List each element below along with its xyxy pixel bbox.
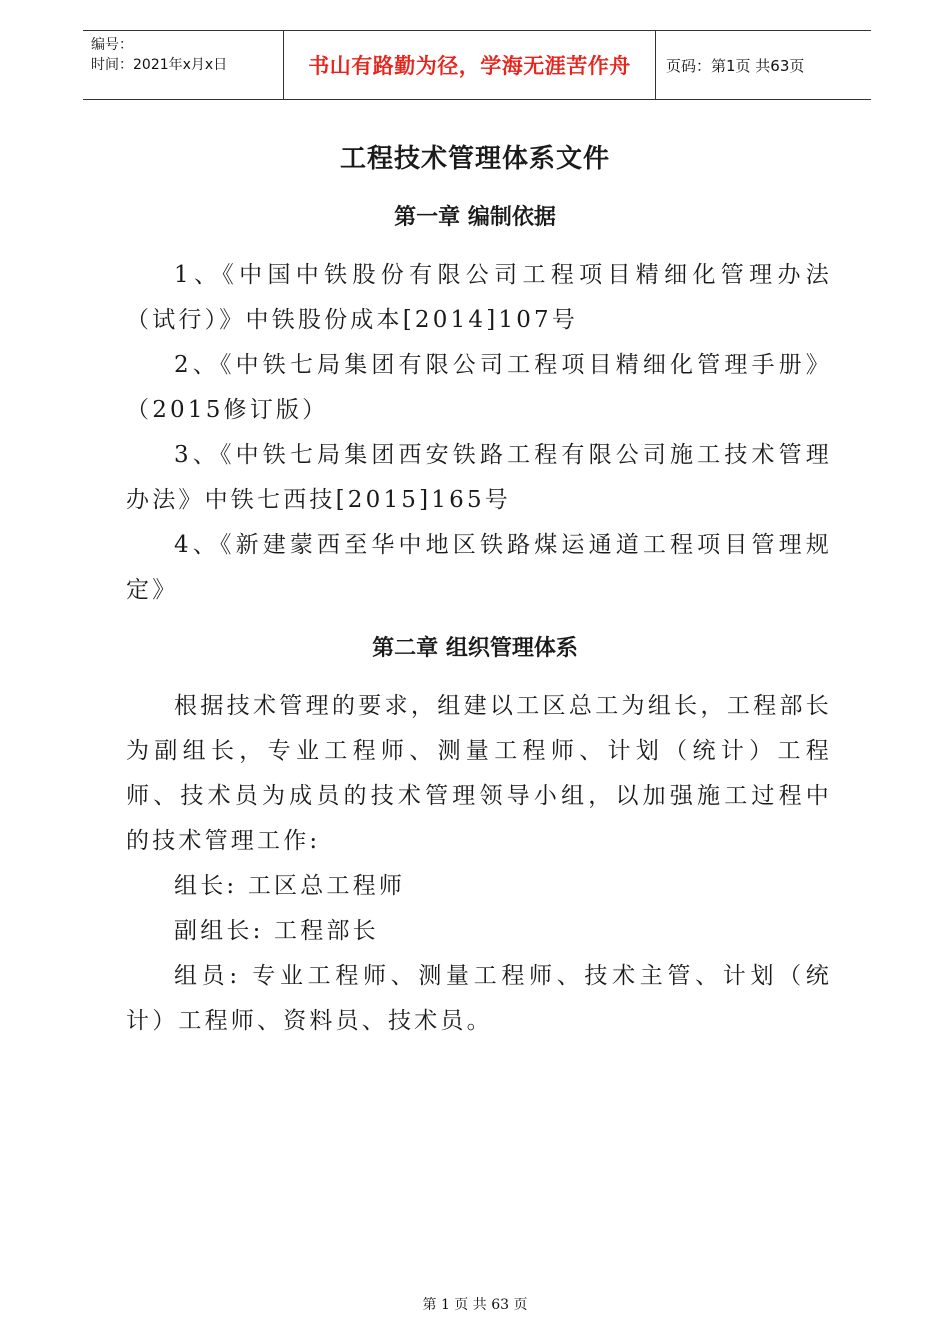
basis-item-2: 2、《中铁七局集团有限公司工程项目精细化管理手册》（2015修订版） bbox=[126, 352, 832, 423]
header-page-info: 页码：第1页 共63页 bbox=[666, 56, 805, 75]
document-number-label: 编号： bbox=[91, 37, 133, 53]
chapter-2-title: 第二章 组织管理体系 bbox=[372, 636, 578, 661]
chapter-1-title: 第一章 编制依据 bbox=[394, 205, 556, 230]
group-members: 组员: 专业工程师、测量工程师、技术主管、计划（统计）工程师、资料员、技术员。 bbox=[126, 963, 832, 1034]
header-motto: 书山有路勤为径，学海无涯苦作舟 bbox=[284, 31, 656, 99]
group-leader: 组长: 工区总工程师 bbox=[174, 873, 406, 899]
page-header bbox=[83, 30, 871, 100]
group-deputy-leader: 副组长: 工程部长 bbox=[174, 918, 379, 944]
basis-item-3: 3、《中铁七局集团西安铁路工程有限公司施工技术管理办法》中铁七西技[2015]165号 bbox=[126, 442, 832, 513]
basis-item-1: 1、《中国中铁股份有限公司工程项目精细化管理办法（试行）》中铁股份成本[2014]107号 bbox=[126, 262, 832, 333]
basis-item-4: 4、《新建蒙西至华中地区铁路煤运通道工程项目管理规定》 bbox=[126, 532, 832, 603]
document-time-label: 时间：2021年x月x日 bbox=[91, 57, 228, 73]
page-footer: 第 1 页 共 63 页 bbox=[422, 1297, 528, 1313]
document-title: 工程技术管理体系文件 bbox=[339, 144, 610, 174]
header-meta bbox=[83, 31, 284, 99]
organization-intro: 根据技术管理的要求，组建以工区总工为组长，工程部长为副组长，专业工程师、测量工程师、计划（统计）工程师、技术员为成员的技术管理领导小组，以加强施工过程中的技术管理工作: bbox=[126, 693, 832, 854]
